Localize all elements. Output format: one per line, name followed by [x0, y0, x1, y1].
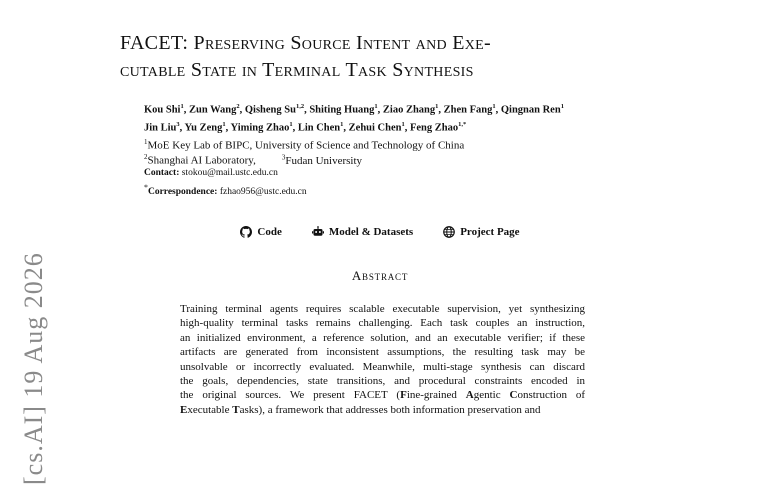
- acronym-C: C: [509, 389, 518, 402]
- code-link[interactable]: [240, 226, 281, 238]
- author-affiliation-marker: 2: [236, 103, 240, 110]
- author-affiliation-marker: 1: [289, 120, 293, 128]
- abstract-body: [180, 302, 585, 417]
- author-line-2: Jin Liu$^3$, Yu Zeng$^1$, Yiming Zhao$^1$, Lin Chen$^1$, Zehui Chen$^1$, Feng Zhao$^{1,*}$: [144, 120, 467, 133]
- abstract-line-acronym-1: [180, 388, 585, 402]
- title-line-1: FACET: Preserving Source Intent and Exe-: [120, 32, 491, 54]
- author-affiliation-marker: 1: [401, 120, 405, 128]
- acronym-A: A: [465, 389, 474, 402]
- acronym-rest-2: gentic: [473, 389, 510, 402]
- author-affiliation-marker: 1: [560, 103, 564, 110]
- abstract-line-7-start: the original sources. We present FACET (: [180, 389, 401, 402]
- abstract-line: artifacts are generated from inconsistent assumptions, the resulting task may be: [180, 346, 585, 359]
- contact-email[interactable]: stokou@mail.ustc.edu.cn: [181, 168, 278, 178]
- author-affiliation-marker: 1: [180, 103, 184, 110]
- abstract-heading: Abstract: [351, 268, 409, 283]
- globe-icon: [443, 226, 455, 238]
- acronym-F: F: [400, 389, 407, 402]
- abstract-line: high-quality terminal tasks remains challenging. Each task couples an instruction,: [180, 317, 585, 330]
- acronym-T: T: [232, 403, 240, 416]
- title-line-2: cutable State in Terminal Task Synthesis: [120, 59, 474, 81]
- abstract-line: unsolvable or incorrectly evaluated. Meanwhile, multi-stage synthesis can discard: [180, 360, 585, 373]
- abstract-line-acronym-2: [180, 403, 585, 417]
- author-name: Shiting Huang: [309, 104, 375, 116]
- project-page-label: Project Page: [460, 226, 520, 238]
- acronym-E: E: [180, 403, 188, 416]
- correspondence-marker: *: [144, 183, 148, 192]
- abstract-line: an initialized environment, a reference solution, and an executable verifier; if these: [180, 331, 585, 344]
- author-affiliation-marker: 1: [435, 103, 439, 110]
- arxiv-stamp: [cs.AI] 19 Aug 2026: [19, 252, 48, 485]
- author-name: Lin Chen: [297, 122, 341, 133]
- author-name: Feng Zhao: [409, 122, 459, 133]
- author-name: Qisheng Su: [244, 104, 296, 116]
- github-icon: [240, 226, 252, 238]
- author-affiliation-marker: 1: [492, 103, 496, 110]
- author-name: Yu Zeng: [184, 122, 223, 133]
- author-affiliation-marker: 1: [340, 120, 344, 128]
- author-name: Zhen Fang: [443, 104, 493, 116]
- author-name: Zehui Chen: [348, 122, 402, 133]
- paper-title: [120, 30, 660, 84]
- contact-line: [144, 167, 278, 180]
- author-name: Jin Liu: [144, 122, 177, 133]
- author-affiliation-marker: 1: [374, 103, 378, 110]
- author-name: Qingnan Ren: [500, 104, 561, 116]
- acronym-rest-5: asks), a framework that addresses both information preservation and: [239, 403, 541, 416]
- author-affiliation-marker: 3: [176, 120, 180, 128]
- contact-label: Contact:: [144, 168, 180, 178]
- robot-icon: [312, 226, 324, 238]
- author-line-1: Kou Shi$^1$, Zun Wang$^2$, Qisheng Su$^{1,2}$, Shiting Huang$^1$, Ziao Zhang$^1$, Zhen Fang$^1$, Qingnan Ren$^1$: [144, 103, 564, 116]
- acronym-rest-4: xecutable: [187, 403, 233, 416]
- abstract-line: the goals, dependencies, state transitions, and procedural constraints encoded in: [180, 375, 585, 388]
- correspondence-line: [144, 181, 307, 199]
- affiliation-1-text: MoE Key Lab of BIPC, University of Science and Technology of China: [147, 139, 465, 152]
- affiliation-2-marker: 2: [144, 153, 148, 161]
- affiliation-1-marker: 1: [144, 138, 148, 146]
- affiliation-2-3: [144, 150, 362, 168]
- acronym-rest-1: ine-grained: [406, 389, 466, 402]
- affiliation-3-marker: 3: [281, 153, 286, 161]
- author-list: [144, 100, 644, 135]
- correspondence-email[interactable]: fzhao956@ustc.edu.cn: [219, 187, 307, 198]
- acronym-rest-3: onstruction of: [517, 389, 585, 402]
- author-name: Ziao Zhang: [382, 104, 436, 116]
- abstract-line: Training terminal agents requires scalable executable supervision, yet synthesizing: [180, 303, 585, 315]
- author-affiliation-marker: 1: [222, 120, 226, 128]
- resource-links: [0, 226, 760, 238]
- affiliation-2-text: Shanghai AI Laboratory,: [147, 154, 256, 167]
- model-datasets-label: Model & Datasets: [328, 226, 414, 238]
- author-affiliation-marker: 1,*: [458, 120, 467, 128]
- author-name: Yiming Zhao: [230, 122, 290, 133]
- affiliation-3-text: Fudan University: [285, 154, 363, 167]
- author-name: Zun Wang: [188, 104, 237, 116]
- author-affiliation-marker: 1,2: [295, 103, 305, 110]
- code-link-label: Code: [257, 226, 282, 238]
- correspondence-label: Correspondence:: [147, 187, 218, 198]
- model-datasets-link[interactable]: [312, 226, 413, 238]
- author-name: Kou Shi: [144, 104, 181, 116]
- project-page-link[interactable]: [443, 226, 519, 238]
